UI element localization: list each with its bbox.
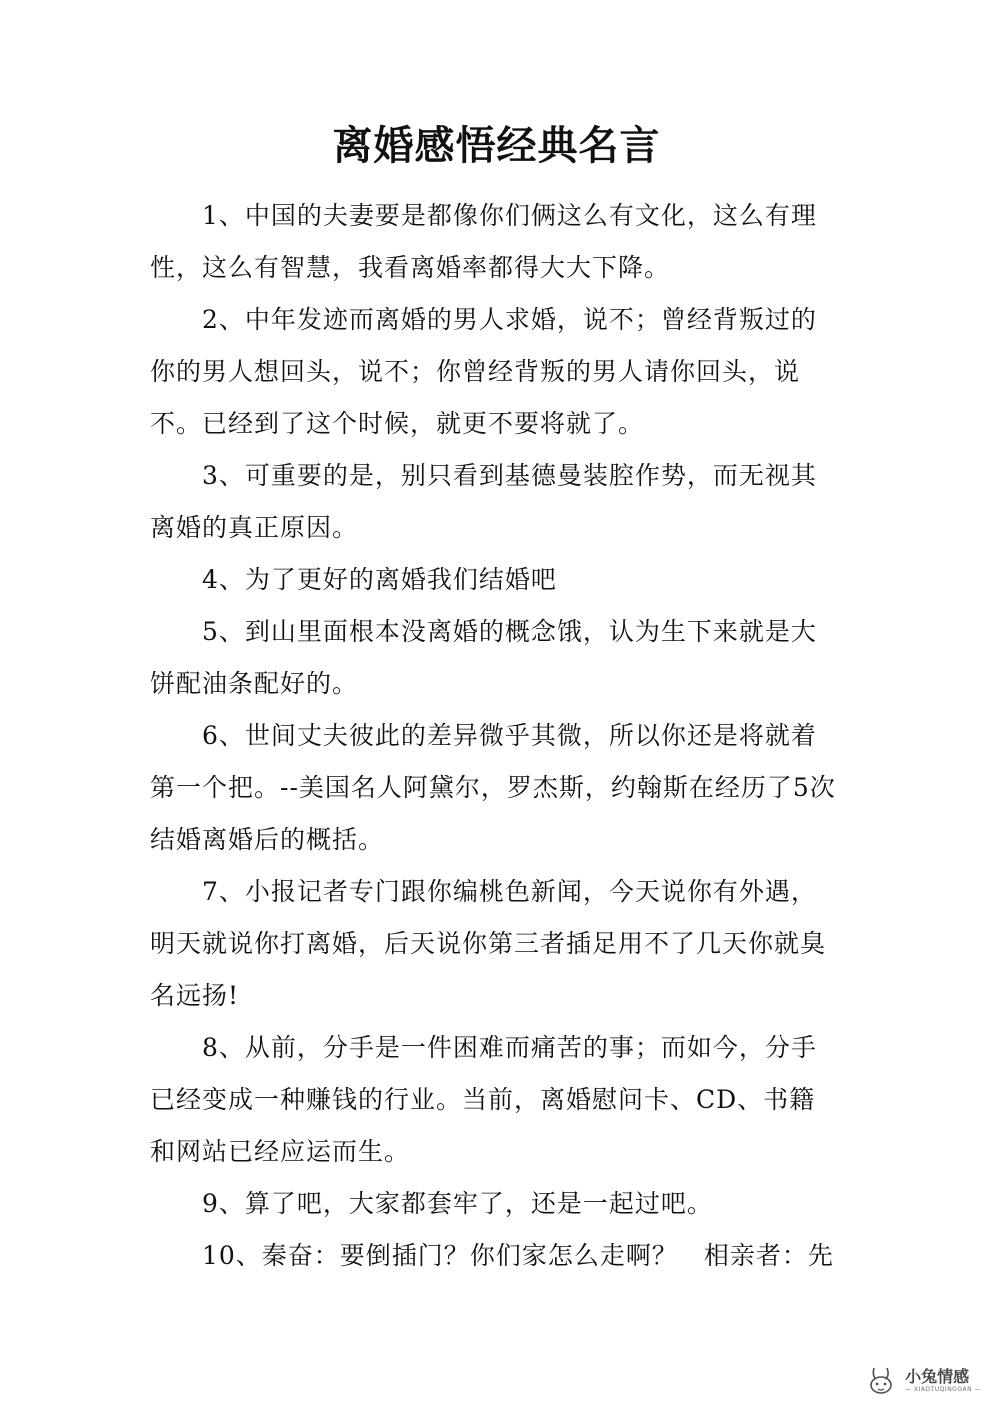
document-title: 离婚感悟经典名言 bbox=[332, 123, 661, 169]
quote-paragraph-10: 10、秦奋：要倒插门？你们家怎么走啊？ 相亲者：先 bbox=[202, 1241, 834, 1270]
quote-paragraph-7: 7、小报记者专门跟你编桃色新闻，今天说你有外遇，明天就说你打离婚，后天说你第三者插足用不了几天你就臭名远扬! bbox=[150, 877, 827, 1010]
watermark-name: 小兔情感 bbox=[905, 1367, 970, 1386]
quote-paragraph-5: 5、到山里面根本没离婚的概念饿，认为生下来就是大饼配油条配好的。 bbox=[150, 617, 817, 698]
rabbit-logo-icon bbox=[865, 1366, 899, 1396]
document-body bbox=[150, 190, 840, 1282]
watermark-pinyin: — XIAOTUQINGGAN — bbox=[905, 1386, 981, 1393]
quote-paragraph-2: 2、中年发迹而离婚的男人求婚，说不；曾经背叛过的你的男人想回头，说不；你曾经背叛的男人请你回头，说不。已经到了这个时候，就更不要将就了。 bbox=[150, 305, 817, 438]
quote-paragraph-3: 3、可重要的是，别只看到基德曼装腔作势，而无视其离婚的真正原因。 bbox=[150, 461, 817, 542]
quote-paragraph-6: 6、世间丈夫彼此的差异微乎其微，所以你还是将就着第一个把。--美国名人阿黛尔，罗杰斯，约翰斯在经历了5次结婚离婚后的概括。 bbox=[150, 721, 836, 854]
quote-paragraph-8: 8、从前，分手是一件困难而痛苦的事；而如今，分手已经变成一种赚钱的行业。当前，离婚慰问卡、CD、书籍和网站已经应运而生。 bbox=[150, 1033, 817, 1166]
site-watermark bbox=[865, 1366, 981, 1396]
quote-paragraph-4: 4、为了更好的离婚我们结婚吧 bbox=[202, 565, 557, 594]
quote-paragraph-1: 1、中国的夫妻要是都像你们俩这么有文化，这么有理性，这么有智慧，我看离婚率都得大大下降。 bbox=[150, 201, 817, 282]
quote-paragraph-9: 9、算了吧，大家都套牢了，还是一起过吧。 bbox=[202, 1189, 713, 1218]
